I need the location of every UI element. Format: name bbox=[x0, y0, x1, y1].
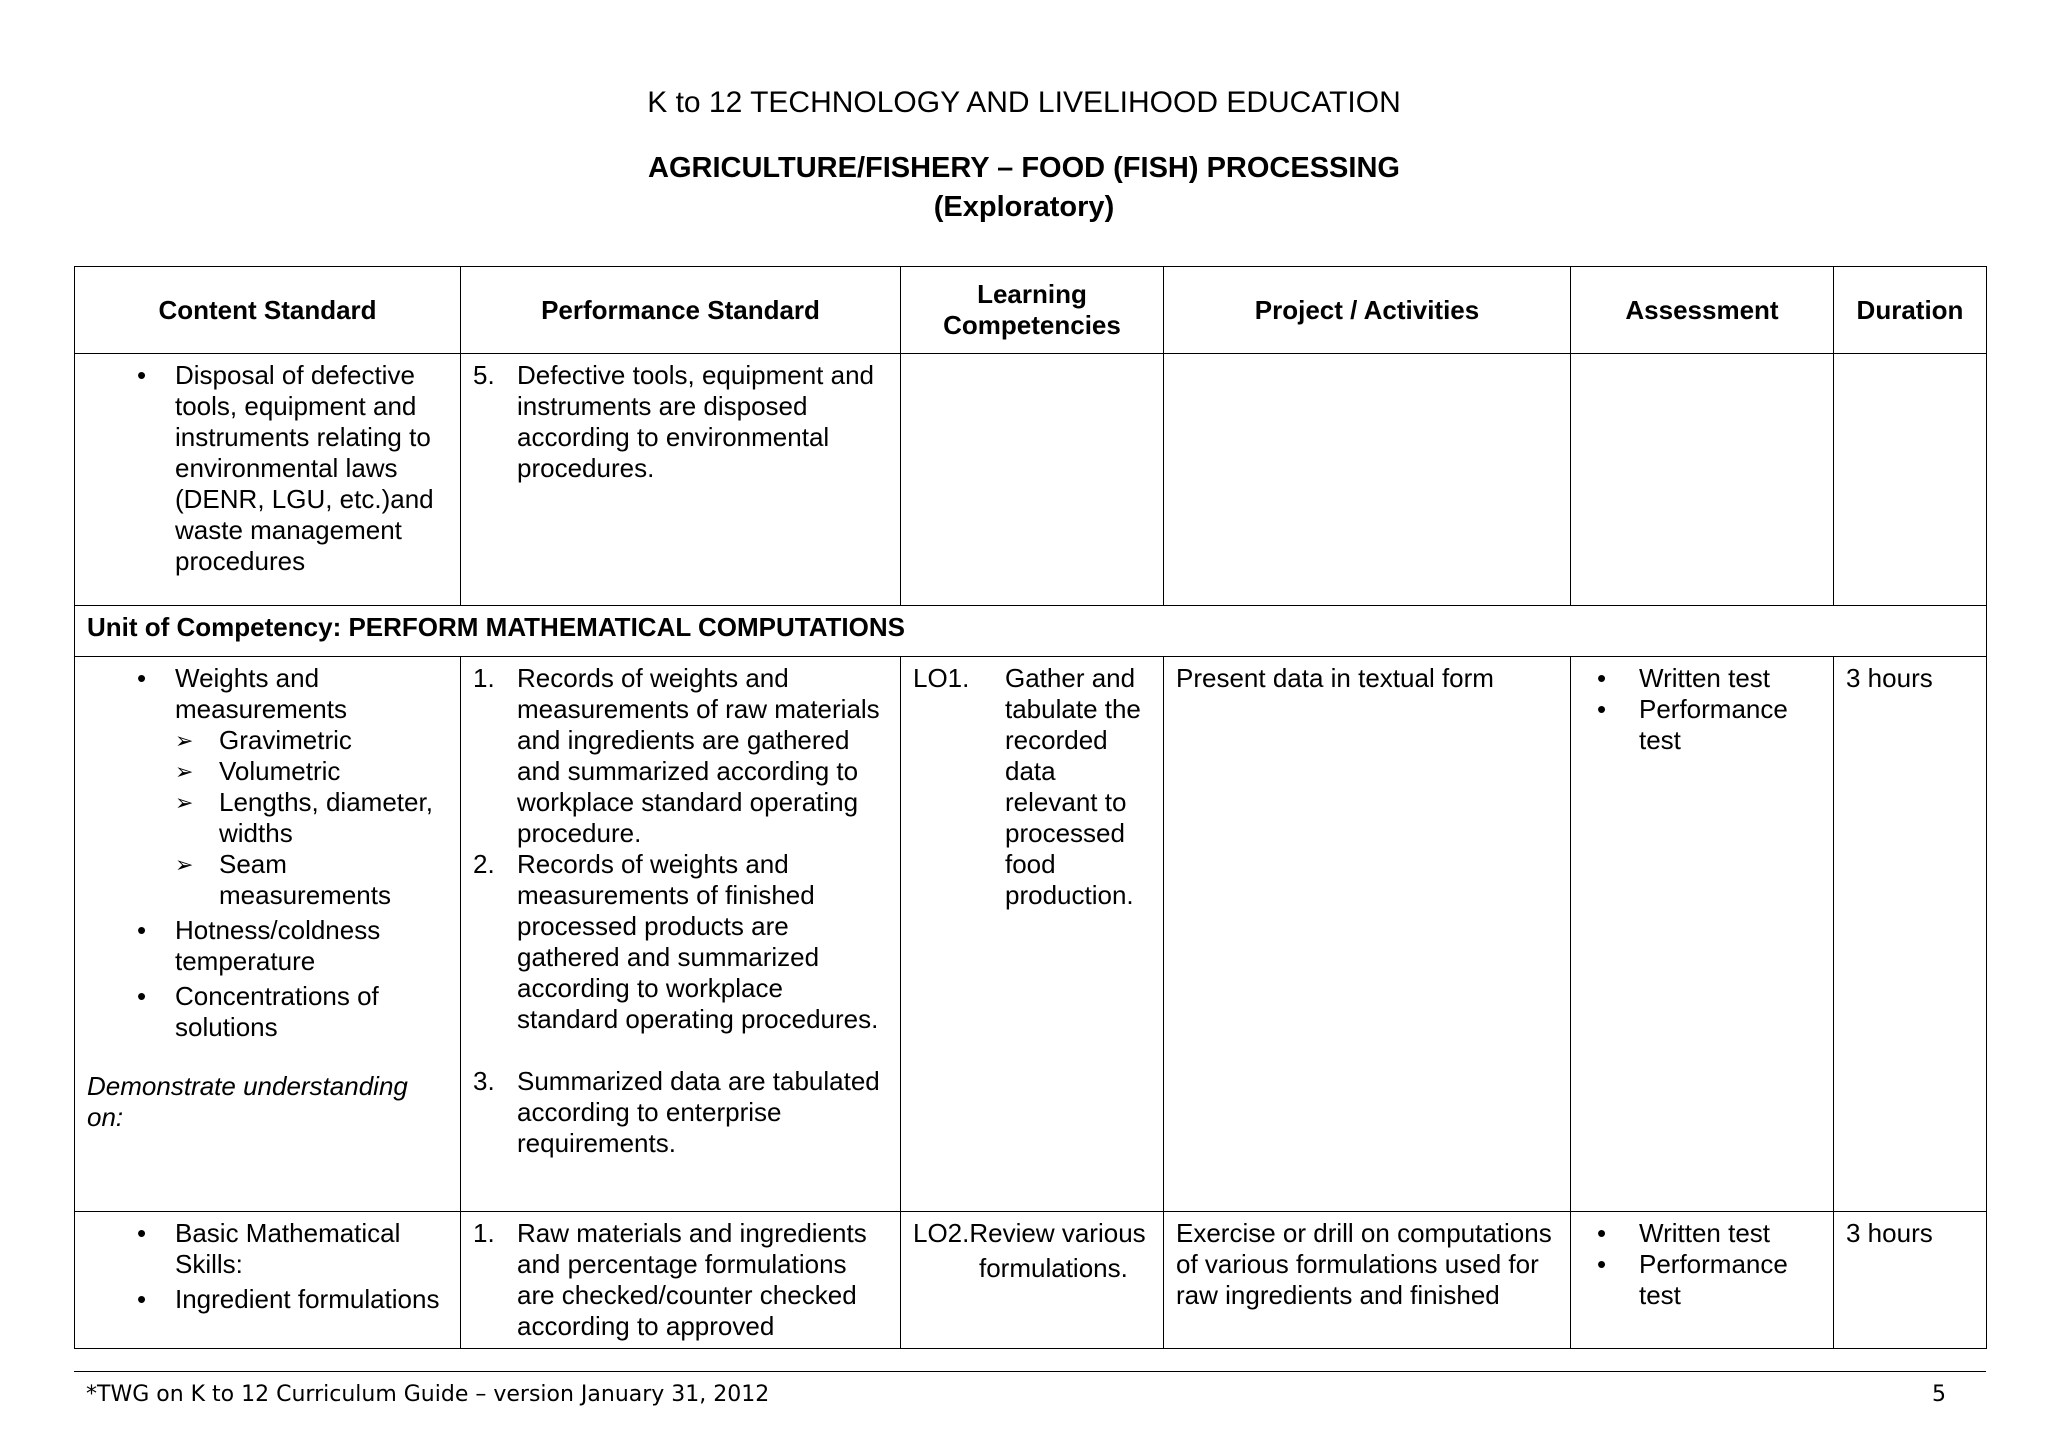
table-row bbox=[75, 1212, 1987, 1349]
column-header-content-standard: Content Standard bbox=[75, 267, 461, 354]
item-text: Defective tools, equipment and instruments are disposed according to environmental procedures. bbox=[517, 360, 874, 483]
duration-cell: 3 hours bbox=[1834, 657, 1987, 1212]
sub-bullet: ➢ Gravimetric bbox=[175, 725, 450, 756]
learning-competencies-cell bbox=[901, 354, 1164, 606]
sub-bullet: ➢ Volumetric bbox=[175, 756, 450, 787]
performance-item bbox=[473, 1066, 890, 1159]
content-bullet-text: Weights and measurements bbox=[175, 663, 347, 724]
page-number: 5 bbox=[1932, 1382, 1946, 1407]
document-subtitle-qualifier: (Exploratory) bbox=[933, 191, 1115, 223]
assessment-cell bbox=[1571, 1212, 1834, 1349]
performance-item bbox=[473, 849, 890, 1035]
assessment-cell bbox=[1571, 657, 1834, 1212]
content-bullet bbox=[87, 663, 450, 911]
table-header-row bbox=[75, 267, 1987, 354]
column-header-performance-standard: Performance Standard bbox=[461, 267, 901, 354]
item-number: 1. bbox=[473, 663, 495, 693]
project-activities-cell: Present data in textual form bbox=[1164, 657, 1571, 1212]
content-bullet: • Basic Mathematical Skills: bbox=[87, 1218, 450, 1280]
performance-standard-cell bbox=[461, 354, 901, 606]
item-number: 5. bbox=[473, 360, 495, 390]
column-header-assessment: Assessment bbox=[1571, 267, 1834, 354]
learning-outcome-text: Gather and tabulate the recorded data relevant to processed food production. bbox=[1005, 663, 1141, 910]
document-title: K to 12 TECHNOLOGY AND LIVELIHOOD EDUCATION bbox=[647, 86, 1401, 119]
performance-standard-cell bbox=[461, 657, 901, 1212]
performance-item bbox=[473, 663, 890, 849]
content-bullet: • Ingredient formulations bbox=[87, 1284, 450, 1315]
learning-competencies-cell bbox=[901, 657, 1164, 1212]
column-header-duration: Duration bbox=[1834, 267, 1987, 354]
learning-outcome-text: Review various bbox=[969, 1218, 1146, 1248]
sub-bullet-list bbox=[175, 725, 450, 911]
content-italic-note: Demonstrate understanding on: bbox=[87, 1071, 408, 1132]
duration-cell: 3 hours bbox=[1834, 1212, 1987, 1349]
assessment-item: • Performance test bbox=[1583, 694, 1823, 756]
item-text: Records of weights and measurements of raw materials and ingredients are gathered and summarized according to workplace standard operating procedure. bbox=[517, 663, 880, 848]
project-activities-cell: Exercise or drill on computations of various formulations used for raw ingredients and finished bbox=[1164, 1212, 1571, 1349]
content-standard-cell bbox=[75, 657, 461, 1212]
learning-competencies-cell bbox=[901, 1212, 1164, 1349]
duration-cell bbox=[1834, 354, 1987, 606]
item-text: Records of weights and measurements of finished processed products are gathered and summarized according to workplace standard operating procedures. bbox=[517, 849, 879, 1034]
assessment-item: • Performance test bbox=[1583, 1249, 1823, 1311]
curriculum-table bbox=[74, 266, 1987, 1349]
project-activities-cell bbox=[1164, 354, 1571, 606]
content-bullet: • Hotness/coldness temperature bbox=[87, 915, 450, 977]
learning-outcome bbox=[913, 663, 1153, 911]
item-number: 3. bbox=[473, 1066, 495, 1096]
learning-outcome-code: LO1. bbox=[913, 663, 970, 693]
column-header-learning-competencies: Learning Competencies bbox=[901, 267, 1164, 354]
content-bullet: • Disposal of defective tools, equipment and instruments relating to environmental laws (DENR, LGU, etc.)and waste management procedures bbox=[87, 360, 450, 577]
performance-item bbox=[473, 1218, 890, 1342]
learning-outcome bbox=[913, 1218, 1153, 1249]
learning-outcome-code: LO2. bbox=[913, 1218, 970, 1248]
table-row bbox=[75, 657, 1987, 1212]
performance-item bbox=[473, 360, 890, 484]
sub-bullet: ➢ Seam measurements bbox=[175, 849, 450, 911]
performance-standard-cell bbox=[461, 1212, 901, 1349]
assessment-item: • Written test bbox=[1583, 663, 1823, 694]
item-text: Summarized data are tabulated according to enterprise requirements. bbox=[517, 1066, 880, 1158]
column-header-project-activities: Project / Activities bbox=[1164, 267, 1571, 354]
unit-of-competency-label: Unit of Competency: PERFORM MATHEMATICAL COMPUTATIONS bbox=[75, 606, 1987, 657]
item-number: 2. bbox=[473, 849, 495, 879]
document-subtitle: AGRICULTURE/FISHERY – FOOD (FISH) PROCESSING bbox=[648, 152, 1400, 184]
footer-divider bbox=[74, 1371, 1986, 1372]
assessment-item: • Written test bbox=[1583, 1218, 1823, 1249]
unit-of-competency-row bbox=[75, 606, 1987, 657]
item-number: 1. bbox=[473, 1218, 495, 1248]
content-standard-cell bbox=[75, 354, 461, 606]
content-standard-cell bbox=[75, 1212, 461, 1349]
learning-outcome-text-cont: formulations. bbox=[979, 1253, 1128, 1283]
item-text: Raw materials and ingredients and percentage formulations are checked/counter checked according to approved bbox=[517, 1218, 867, 1341]
assessment-cell bbox=[1571, 354, 1834, 606]
content-bullet: • Concentrations of solutions bbox=[87, 981, 450, 1043]
footer-note: *TWG on K to 12 Curriculum Guide – version January 31, 2012 bbox=[86, 1382, 770, 1407]
table-row bbox=[75, 354, 1987, 606]
sub-bullet: ➢ Lengths, diameter, widths bbox=[175, 787, 450, 849]
